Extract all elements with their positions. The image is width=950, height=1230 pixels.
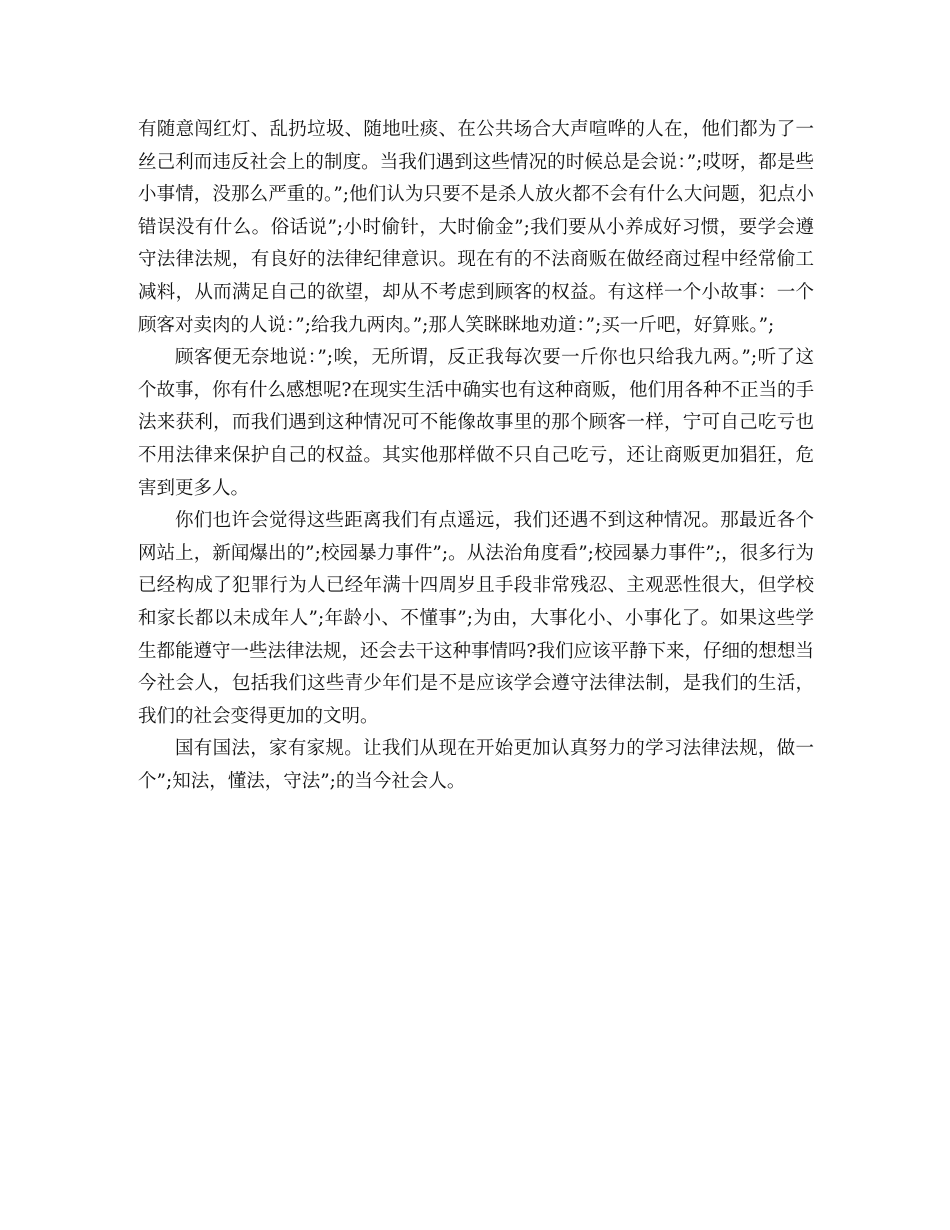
paragraph-2: 顾客便无奈地说：”;唉，无所谓，反正我每次要一斤你也只给我九两。”;听了这个故事，你有什么感想呢?在现实生活中确实也有这种商贩，他们用各种不正当的手法来获利，而我们遇到这种情况可不能像故事里的那个顾客一样，宁可自己吃亏也不用法律来保护自己的权益。其实他那样做不只自己吃亏，还让商贩更加猖狂，危害到更多人。 (138, 347, 814, 499)
paragraph-4: 国有国法，家有家规。让我们从现在开始更加认真努力的学习法律法规，做一个”;知法，懂法，守法”;的当今社会人。 (138, 738, 814, 792)
paragraph-3: 你们也许会觉得这些距离我们有点遥远，我们还遇不到这种情况。那最近各个网站上，新闻爆出的”;校园暴力事件”;。从法治角度看”;校园暴力事件”;，很多行为已经构成了犯罪行为人已经年满十四周岁且手段非常残忍、主观恶性很大，但学校和家长都以未成年人”;年龄小、不懂事”;为由，大事化小、小事化了。如果这些学生都能遵守一些法律法规，还会去干这种事情吗?我们应该平静下来，仔细的想想当今社会人，包括我们这些青少年们是不是应该学会遵守法律法制，是我们的生活，我们的社会变得更加的文明。 (138, 510, 814, 727)
paragraph-1: 有随意闯红灯、乱扔垃圾、随地吐痰、在公共场合大声喧哗的人在，他们都为了一丝己利而违反社会上的制度。当我们遇到这些情况的时候总是会说：”;哎呀，都是些小事情，没那么严重的。”;他们认为只要不是杀人放火都不会有什么大问题，犯点小错误没有什么。俗话说”;小时偷针，大时偷金”;我们要从小养成好习惯，要学会遵守法律法规，有良好的法律纪律意识。现在有的不法商贩在做经商过程中经常偷工减料，从而满足自己的欲望，却从不考虑到顾客的权益。有这样一个小故事：一个顾客对卖肉的人说：”;给我九两肉。”;那人笑眯眯地劝道：”;买一斤吧，好算账。”; (138, 119, 814, 336)
document-body (138, 114, 814, 798)
